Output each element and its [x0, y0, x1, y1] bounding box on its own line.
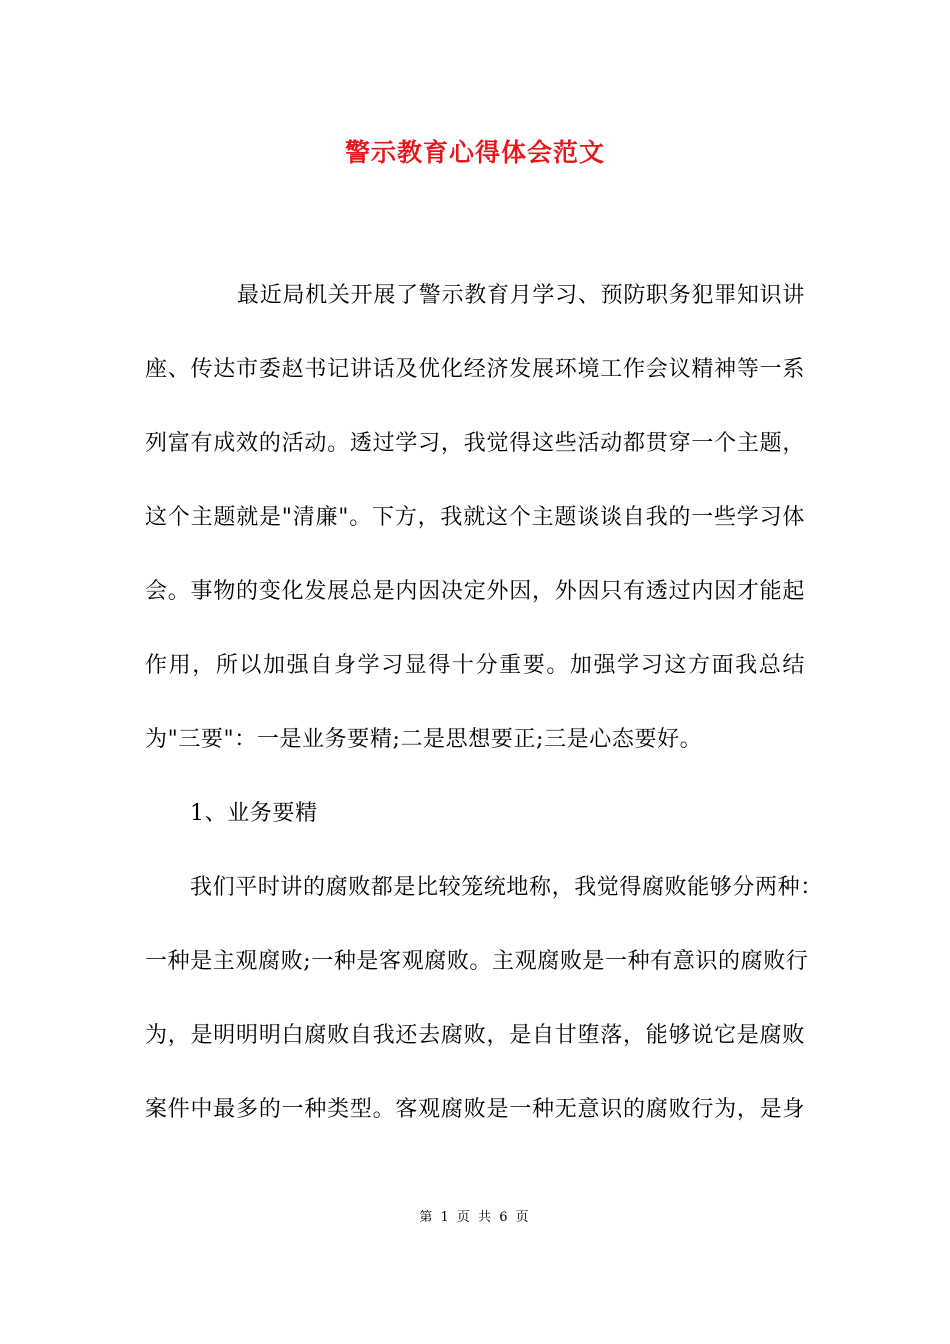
text-line: 为"三要"：一是业务要精;二是思想要正;三是心态要好。: [145, 727, 703, 752]
document-title: 警示教育心得体会范文: [344, 138, 605, 167]
text-line: 会。事物的变化发展总是内因决定外因，外因只有透过内因才能起: [145, 579, 805, 604]
text-line: 这个主题就是"清廉"。下方，我就这个主题谈谈自我的一些学习体: [145, 505, 805, 530]
text-line: 为，是明明明白腐败自我还去腐败，是自甘堕落，能够说它是腐败: [145, 1023, 805, 1048]
section-heading: 1、业务要精: [190, 801, 318, 826]
text-line: 案件中最多的一种类型。客观腐败是一种无意识的腐败行为，是身: [145, 1097, 805, 1122]
page-number: 第 1 页 共 6 页: [419, 1210, 531, 1225]
text-line: 我们平时讲的腐败都是比较笼统地称，我觉得腐败能够分两种：: [190, 875, 823, 900]
text-line: 一种是主观腐败;一种是客观腐败。主观腐败是一种有意识的腐败行: [145, 949, 809, 974]
text-line: 列富有成效的活动。透过学习，我觉得这些活动都贯穿一个主题，: [145, 431, 805, 456]
text-line: 最近局机关开展了警示教育月学习、预防职务犯罪知识讲: [237, 283, 805, 308]
text-line: 座、传达市委赵书记讲话及优化经济发展环境工作会议精神等一系: [145, 357, 805, 382]
text-line: 作用，所以加强自身学习显得十分重要。加强学习这方面我总结: [145, 653, 805, 678]
